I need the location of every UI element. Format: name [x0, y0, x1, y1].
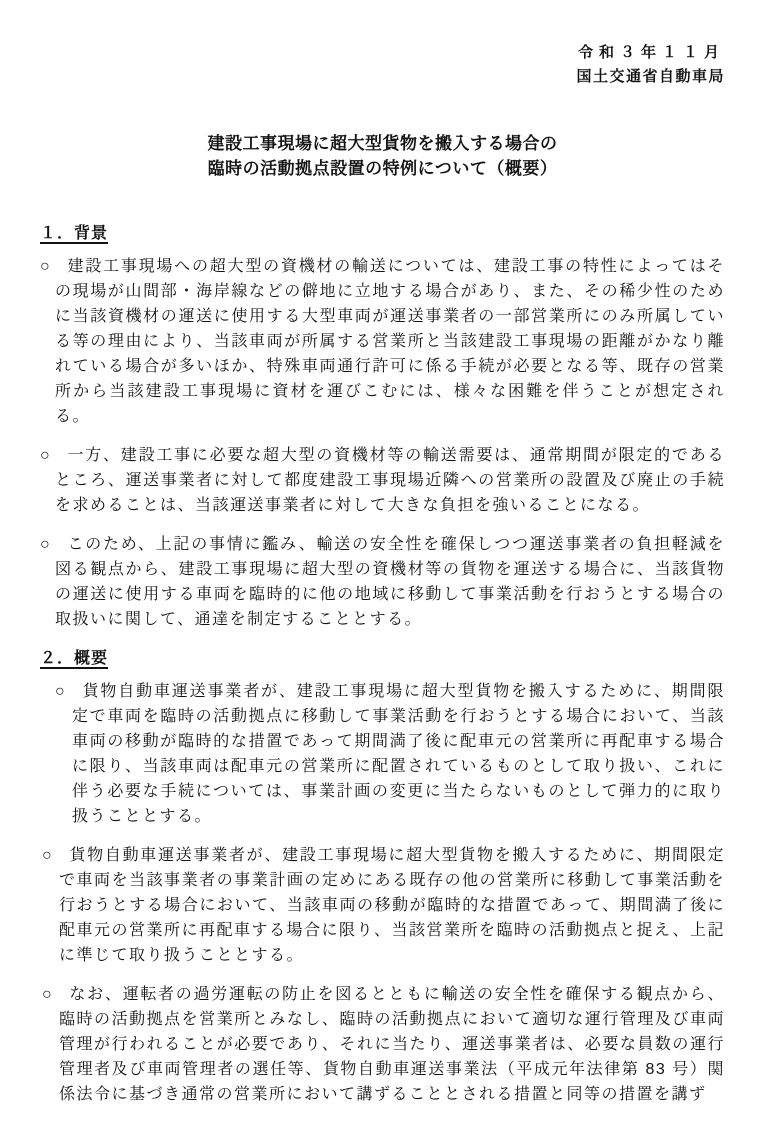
circle-bullet-icon: ○: [55, 683, 67, 700]
bullet-text: 一方、建設工事に必要な超大型の資機材等の輸送需要は、通常期間が限定的であるところ、運送事業者に対して都度建設工事現場近隣への営業所の設置及び廃止の手続を求めることは、当該運送事業者に対して大きな負担を強いることになる。: [55, 447, 725, 514]
circle-bullet-icon: ○: [40, 536, 52, 553]
circle-bullet-icon: ○: [42, 986, 54, 1003]
bullet-paragraph-overview-3: [42, 982, 725, 1107]
title-line-1: 建設工事現場に超大型貨物を搬入する場合の: [207, 134, 558, 153]
organization-text: 国土交通省自動車局: [576, 68, 725, 85]
bullet-paragraph-overview-2: [42, 843, 725, 968]
section-heading-overview-label: ２．概要: [40, 650, 109, 667]
circle-bullet-icon: ○: [40, 258, 52, 275]
bullet-text: 建設工事現場への超大型の資機材の輸送については、建設工事の特性によってはその現場が山間部・海岸線などの僻地に立地する場合があり、また、その稀少性のために当該資機材の運送に使用する大型車両が運送事業者の一部営業所にのみ所属している等の理由により、当該車両が所属する営業所と当該建設工事現場の距離がかなり離れている場合が多いほか、特殊車両通行許可に係る手続が必要となる等、既存の営業所から当該建設工事現場に資材を運びこむには、様々な困難を伴うことが想定される。: [55, 258, 725, 425]
bullet-paragraph-background-2: [40, 443, 725, 518]
date-text: 令和３年１１月: [577, 44, 725, 61]
circle-bullet-icon: ○: [42, 847, 54, 864]
bullet-text: 貨物自動車運送事業者が、建設工事現場に超大型貨物を搬入するために、期間限定で車両を当該事業者の事業計画の定めにある既存の他の営業所に移動して事業活動を行おうとする場合において、当該車両の移動が臨時的な措置であって、期間満了後に配車元の営業所に再配車する場合に限り、当該営業所を臨時の活動拠点と捉え、上記に準じて取り扱うこととする。: [59, 847, 725, 964]
circle-bullet-icon: ○: [40, 447, 52, 464]
bullet-text: なお、運転者の過労運転の防止を図るとともに輸送の安全性を確保する観点から、臨時の活動拠点を営業所とみなし、臨時の活動拠点において適切な運行管理及び車両管理が行われることが必要であり、それに当たり、運送事業者は、必要な員数の運行管理者及び車両管理者の選任等、貨物自動車運送事業法（平成元年法律第 83 号）関係法令に基づき通常の営業所において講ずることとされる措置と同等の措置を講ず: [59, 986, 725, 1103]
section-heading-background: [40, 221, 725, 246]
section-heading-background-label: １．背景: [40, 225, 109, 242]
bullet-paragraph-background-1: [40, 254, 725, 429]
section-heading-overview: [40, 646, 725, 671]
bullet-text: このため、上記の事情に鑑み、輸送の安全性を確保しつつ運送事業者の負担軽減を図る観点から、建設工事現場に超大型の資機材等の貨物を運送する場合に、当該貨物の運送に使用する車両を臨時的に他の地域に移動して事業活動を行おうとする場合の取扱いに関して、通達を制定することとする。: [55, 536, 725, 628]
bullet-text: 貨物自動車運送事業者が、建設工事現場に超大型貨物を搬入するために、期間限定で車両を臨時の活動拠点に移動して事業活動を行おうとする場合において、当該車両の移動が臨時的な措置であって期間満了後に配車元の営業所に再配車する場合に限り、当該車両は配車元の営業所に配置されているものとして取り扱い、これに伴う必要な手続については、事業計画の変更に当たらないものとして弾力的に取り扱うこととする。: [72, 683, 725, 825]
document-header: [40, 41, 725, 89]
bullet-paragraph-background-3: [40, 532, 725, 632]
document-title: [40, 131, 725, 181]
title-line-2: 臨時の活動拠点設置の特例について（概要）: [207, 159, 558, 178]
bullet-paragraph-overview-1: [55, 679, 725, 829]
